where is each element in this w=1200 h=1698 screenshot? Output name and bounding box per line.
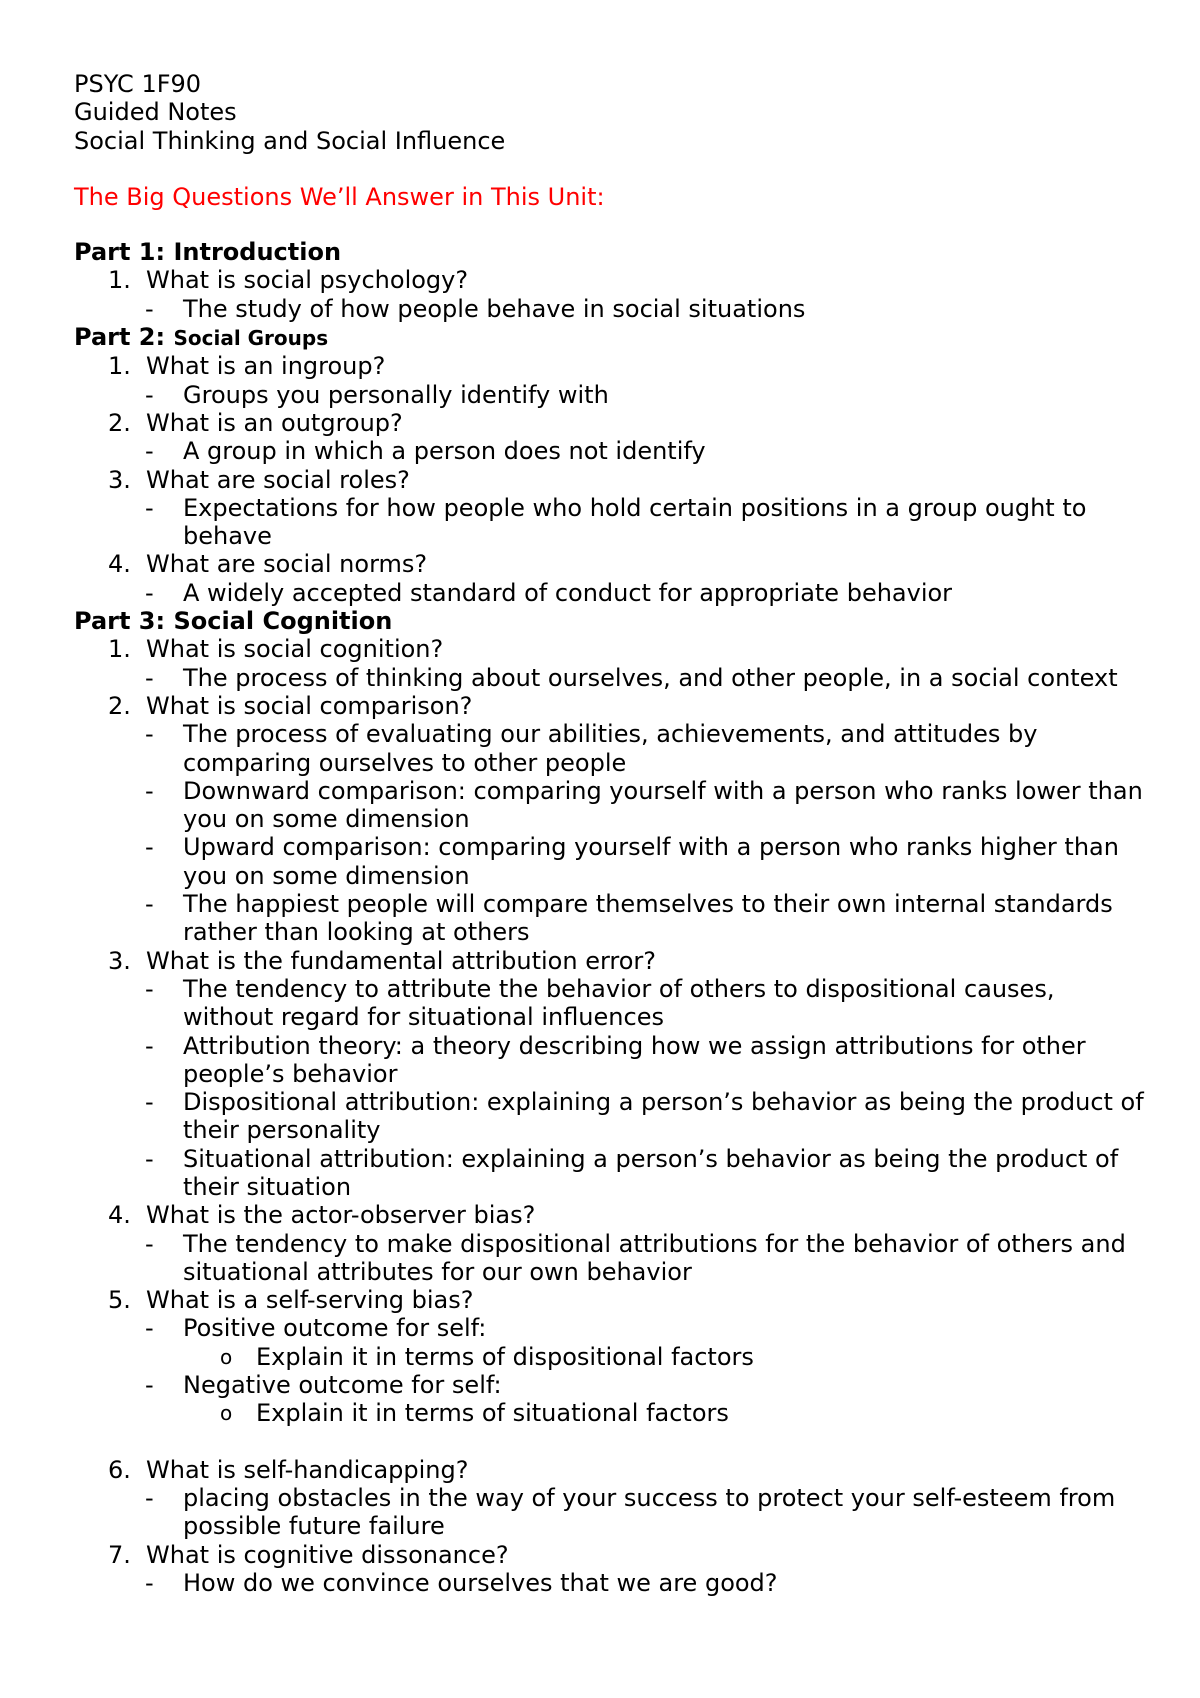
question-item: 1. What is an ingroup?: [108, 352, 386, 381]
answer-item: - Expectations for how people who hold certain positions in a group ought to behave: [145, 493, 1087, 551]
answer-item: - Negative outcome for self:: [145, 1371, 502, 1400]
answer-item: - A widely accepted standard of conduct for appropriate behavior: [145, 578, 953, 607]
question-item: 3. What are social roles?: [108, 465, 410, 494]
part-1-heading: Part 1: Introduction: [74, 238, 342, 267]
question-item: 1. What is social cognition?: [108, 635, 444, 664]
answer-item: - Situational attribution: explaining a person’s behavior as being the product of their situation: [145, 1144, 1119, 1201]
document-topic: Social Thinking and Social Influence: [74, 126, 506, 155]
bullet-o-icon: o: [220, 1344, 233, 1369]
question-item: 2. What is an outgroup?: [108, 408, 403, 437]
question-item: 7. What is cognitive dissonance?: [108, 1540, 509, 1569]
answer-item: - The process of evaluating our abilities, achievements, and attitudes by comparing ourselves to other people: [145, 720, 1038, 777]
blank-line: [74, 1428, 1144, 1456]
question-item: 2. What is social comparison?: [108, 691, 473, 720]
question-item: 3. What is the fundamental attribution error?: [108, 946, 657, 975]
big-questions-title: The Big Questions We’ll Answer in This Unit:: [74, 182, 605, 211]
part-2-heading: Part 2: Social Groups: [74, 323, 329, 352]
answer-item: - Dispositional attribution: explaining a person’s behavior as being the product of their personality: [145, 1088, 1144, 1145]
answer-item: - placing obstacles in the way of your success to protect your self-esteem from possible future failure: [145, 1483, 1116, 1541]
answer-item: - Groups you personally identify with: [145, 380, 609, 409]
part-3-heading: Part 3: Social Cognition: [74, 607, 393, 636]
answer-item: - The process of thinking about ourselves, and other people, in a social context: [145, 663, 1118, 692]
answer-item: - The study of how people behave in social situations: [145, 294, 806, 323]
bullet-o-icon: o: [220, 1401, 233, 1426]
answer-item: - Upward comparison: comparing yourself with a person who ranks higher than you on some dimension: [145, 833, 1119, 890]
question-item: 4. What are social norms?: [108, 550, 428, 579]
question-item: 5. What is a self-serving bias?: [108, 1286, 474, 1315]
question-item: 4. What is the actor-observer bias?: [108, 1201, 536, 1230]
answer-item: - The happiest people will compare themselves to their own internal standards rather than looking at others: [145, 890, 1113, 947]
answer-item: - A group in which a person does not identify: [145, 437, 706, 466]
document-page: [74, 70, 1144, 1597]
answer-item: - The tendency to make dispositional attributions for the behavior of others and situational attributes for our own behavior: [145, 1229, 1126, 1286]
answer-item: - The tendency to attribute the behavior of others to dispositional causes, without regard for situational influences: [145, 974, 1055, 1032]
question-item: 1. What is social psychology?: [108, 266, 469, 295]
answer-item: - How do we convince ourselves that we are good?: [145, 1568, 778, 1597]
sub-answer-item: o Explain it in terms of situational factors: [220, 1399, 729, 1428]
course-code: PSYC 1F90: [74, 70, 202, 98]
document-type: Guided Notes: [74, 98, 237, 127]
answer-item: - Positive outcome for self:: [145, 1314, 487, 1343]
answer-item: - Downward comparison: comparing yourself with a person who ranks lower than you on some dimension: [145, 776, 1143, 834]
sub-answer-item: o Explain it in terms of dispositional factors: [220, 1342, 754, 1371]
question-item: 6. What is self-handicapping?: [108, 1455, 469, 1484]
answer-item: - Attribution theory: a theory describing how we assign attributions for other people’s behavior: [145, 1031, 1086, 1088]
